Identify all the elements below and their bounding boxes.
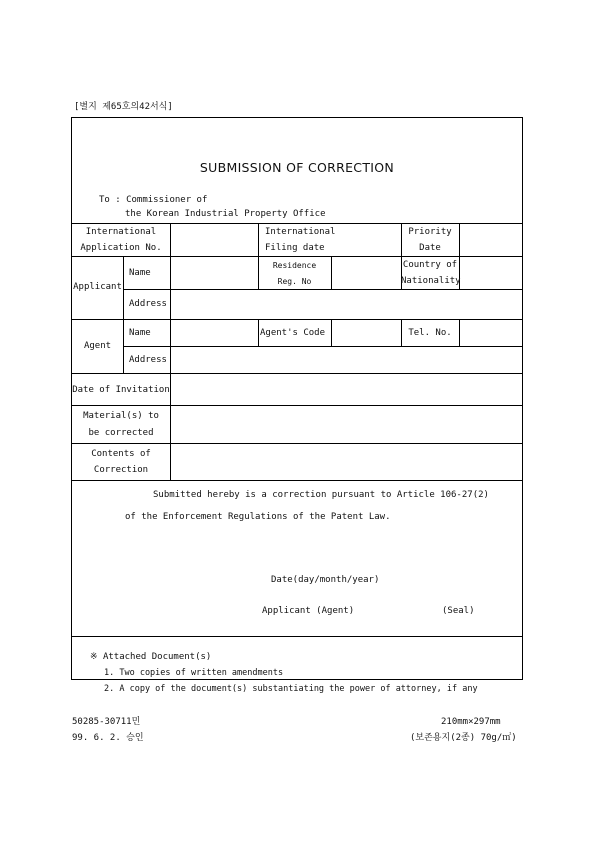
applicant-agent-label: Applicant (Agent) — [262, 606, 355, 616]
rule-col6-agent — [459, 319, 460, 346]
label-material-1: Material(s) to — [83, 411, 159, 421]
footer-approval: 99. 6. 2. 승인 — [72, 733, 144, 743]
label-contents-2: Correction — [93, 465, 149, 475]
label-residence-1: Residence — [272, 261, 317, 270]
form-title: SUBMISSION OF CORRECTION — [199, 160, 395, 175]
rule-col3-agent — [258, 319, 259, 346]
rule-statement-bottom — [71, 636, 523, 637]
seal-label: (Seal) — [442, 606, 475, 616]
label-intl-filing-2: Filing date — [265, 243, 325, 253]
label-applicant: Applicant — [73, 282, 122, 292]
label-priority-2: Date — [419, 243, 441, 253]
footer-code: 50285-30711민 — [72, 717, 141, 727]
label-tel-no: Tel. No. — [408, 328, 452, 338]
addressee-line-1: To : Commissioner of — [99, 195, 208, 205]
label-applicant-name: Name — [129, 268, 151, 278]
date-label: Date(day/month/year) — [271, 575, 380, 585]
statement-line-2: of the Enforcement Regulations of the Patent Law. — [125, 512, 391, 522]
statement-line-1: Submitted hereby is a correction pursuant to Article 106-27(2) — [153, 490, 489, 500]
label-residence-2: Reg. No — [277, 277, 312, 286]
form-reference: [별지 제65호의42서식] — [74, 102, 173, 112]
label-agent-code: Agent's Code — [260, 328, 326, 338]
label-agent-name: Name — [129, 328, 151, 338]
attached-item-1: 1. Two copies of written amendments — [104, 668, 284, 678]
rule-applicant-bottom — [71, 319, 523, 320]
rule-material-bottom — [71, 443, 523, 444]
label-applicant-address: Address — [129, 299, 167, 309]
label-priority-1: Priority — [408, 227, 452, 237]
label-intl-application-2: Application No. — [80, 243, 162, 253]
rule-col4-applicant — [331, 256, 332, 289]
rule-agent-mid — [123, 346, 523, 347]
attached-item-2: 2. A copy of the document(s) substantiating the power of attorney, if any — [104, 684, 478, 694]
label-country-1: Country of — [402, 260, 458, 270]
label-agent: Agent — [83, 341, 112, 351]
footer-paper: (보존용지(2종) 70g/㎡) — [410, 733, 517, 743]
addressee-line-2: the Korean Industrial Property Office — [125, 209, 326, 219]
label-intl-filing-1: International — [265, 227, 336, 237]
rule-row1-top — [71, 223, 523, 224]
rule-applicant-mid — [123, 289, 523, 290]
footer-size: 210mm×297mm — [441, 717, 501, 727]
label-intl-application-1: International — [85, 227, 157, 237]
label-country-2: Nationality — [401, 276, 461, 286]
rule-invitation-bottom — [71, 405, 523, 406]
label-material-2: be corrected — [88, 428, 154, 438]
rule-sublabel-column — [123, 256, 124, 373]
rule-contents-bottom — [71, 480, 523, 481]
rule-col4-agent — [331, 319, 332, 346]
label-contents-1: Contents of — [91, 449, 151, 459]
rule-label-column — [170, 223, 171, 480]
attached-title: ※ Attached Document(s) — [90, 652, 212, 662]
rule-row1-bottom — [71, 256, 523, 257]
label-date-of-invitation: Date of Invitation — [72, 385, 170, 395]
rule-agent-bottom — [71, 373, 523, 374]
label-agent-address: Address — [129, 355, 167, 365]
